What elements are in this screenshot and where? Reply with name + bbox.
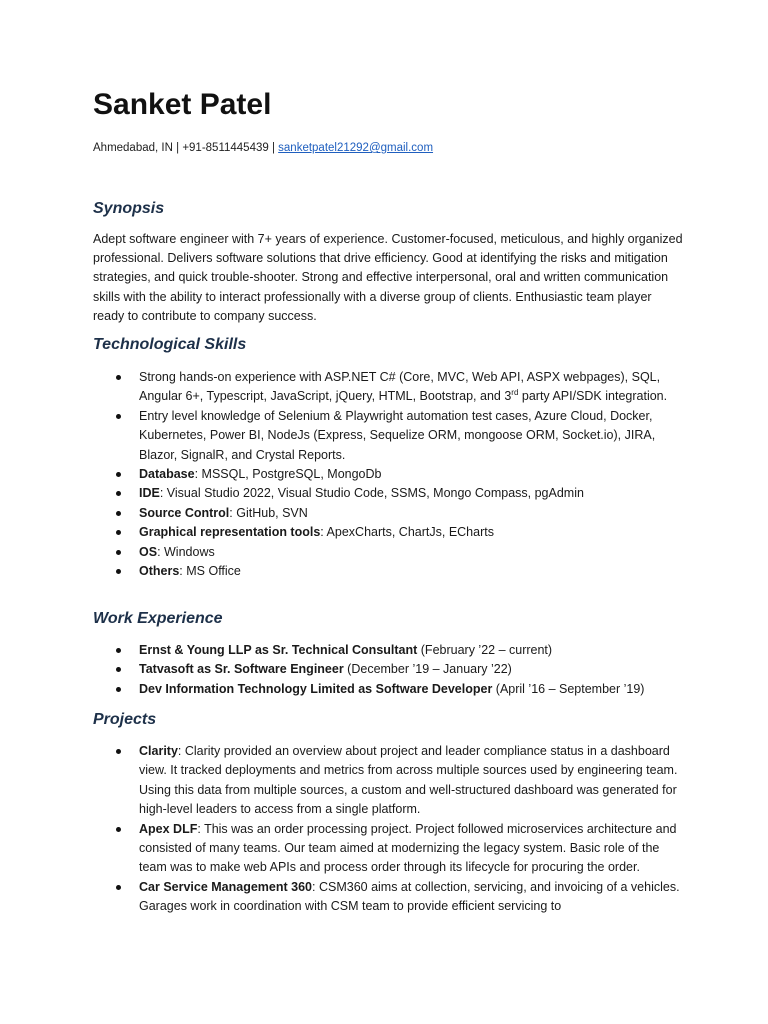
synopsis-heading: Synopsis	[93, 200, 165, 217]
skill-value: : Windows	[157, 544, 215, 559]
skill-value: : MSSQL, PostgreSQL, MongoDb	[194, 467, 382, 482]
list-item	[93, 484, 683, 503]
phone: +91-8511445439	[182, 142, 269, 154]
list-item: Entry level knowledge of Selenium & Playwright automation test cases, Azure Cloud, Docker, Kubernetes, Power BI, NodeJs (Express, Sequelize ORM, mongoose ORM, Socket.io), JIRA, Blazor, SignalR, and Crystal Reports.	[93, 407, 683, 465]
job-role: Dev Information Technology Limited as Software Developer	[139, 681, 493, 696]
skill-label: OS	[139, 544, 158, 559]
project-name: Car Service Management 360	[139, 879, 313, 894]
skill-label: Source Control	[139, 505, 230, 520]
project-desc: : Clarity provided an overview about project and leader compliance status in a dashboard view. It tracked deployments and metrics from across multiple sources used by engineering team. Using this data from multiple sources, a custom and well-structured dashboard was generated for high-level leaders to access from a single platform.	[139, 744, 678, 817]
skill-text: party API/SDK integration.	[518, 389, 668, 404]
list-item	[93, 878, 683, 917]
list-item	[93, 660, 683, 679]
email-link[interactable]: sanketpatel21292@gmail.com	[278, 142, 434, 154]
separator: |	[268, 142, 279, 154]
list-item	[93, 562, 683, 581]
list-item	[93, 543, 683, 562]
candidate-name: Sanket Patel	[93, 88, 272, 121]
job-period: (April ’16 – September ’19)	[492, 681, 645, 696]
project-name: Clarity	[139, 744, 178, 758]
skill-value: : Visual Studio 2022, Visual Studio Code, SSMS, Mongo Compass, pgAdmin	[159, 486, 584, 501]
job-period: (December ’19 – January ’22)	[343, 662, 512, 677]
contact-line	[93, 142, 433, 154]
list-item	[93, 523, 683, 542]
skill-value: : GitHub, SVN	[229, 505, 308, 520]
project-desc: : This was an order processing project. Project followed microservices architecture and consisted of many teams. Our team aimed at modernizing the legacy system. Basic role of the team was to make web APIs and process order through its lifecycle for procuring the order.	[139, 821, 677, 875]
list-item	[93, 742, 683, 820]
work-list	[93, 641, 683, 699]
skill-label: Database	[139, 467, 195, 482]
job-role: Ernst & Young LLP as Sr. Technical Consultant	[139, 643, 418, 657]
skill-label: Graphical representation tools	[139, 525, 321, 540]
location: Ahmedabad, IN	[93, 142, 173, 154]
skill-text: Strong hands-on experience with ASP.NET C# (Core, MVC, Web API, ASPX webpages), SQL, Angular 6+, Typescript, JavaScript, jQuery, HTML, Bootstrap, and 3	[139, 370, 661, 404]
skills-list	[93, 368, 683, 581]
skill-value: : MS Office	[179, 564, 241, 579]
list-item	[93, 465, 683, 484]
project-desc: : CSM360 aims at collection, servicing, and invoicing of a vehicles. Garages work in coordination with CSM team to provide efficient servicing to	[139, 879, 680, 914]
superscript: rd	[511, 388, 519, 398]
list-item	[93, 368, 683, 407]
list-item	[93, 820, 683, 878]
list-item	[93, 504, 683, 523]
skill-value: : ApexCharts, ChartJs, ECharts	[320, 525, 494, 540]
skill-label: IDE	[139, 486, 160, 501]
projects-heading: Projects	[93, 711, 157, 728]
skills-heading: Technological Skills	[93, 336, 247, 353]
job-role: Tatvasoft as Sr. Software Engineer	[139, 662, 344, 677]
job-period: (February ’22 – current)	[417, 643, 553, 657]
projects-list	[93, 742, 683, 917]
list-item	[93, 641, 683, 660]
skill-label: Others	[139, 564, 180, 579]
list-item	[93, 680, 683, 699]
work-heading: Work Experience	[93, 610, 223, 627]
project-name: Apex DLF	[139, 821, 198, 836]
separator: |	[172, 142, 183, 154]
synopsis-text: Adept software engineer with 7+ years of experience. Customer-focused, meticulous, and highly organized professional. Delivers software solutions that drive efficiency. Good at identifying the risks and mitigation strategies, and quick trouble-shooter. Strong and effective interpersonal, oral and written communication skills with the ability to interact professionally with a diverse group of clients. Enthusiastic team player ready to contribute to company success.	[93, 232, 683, 323]
